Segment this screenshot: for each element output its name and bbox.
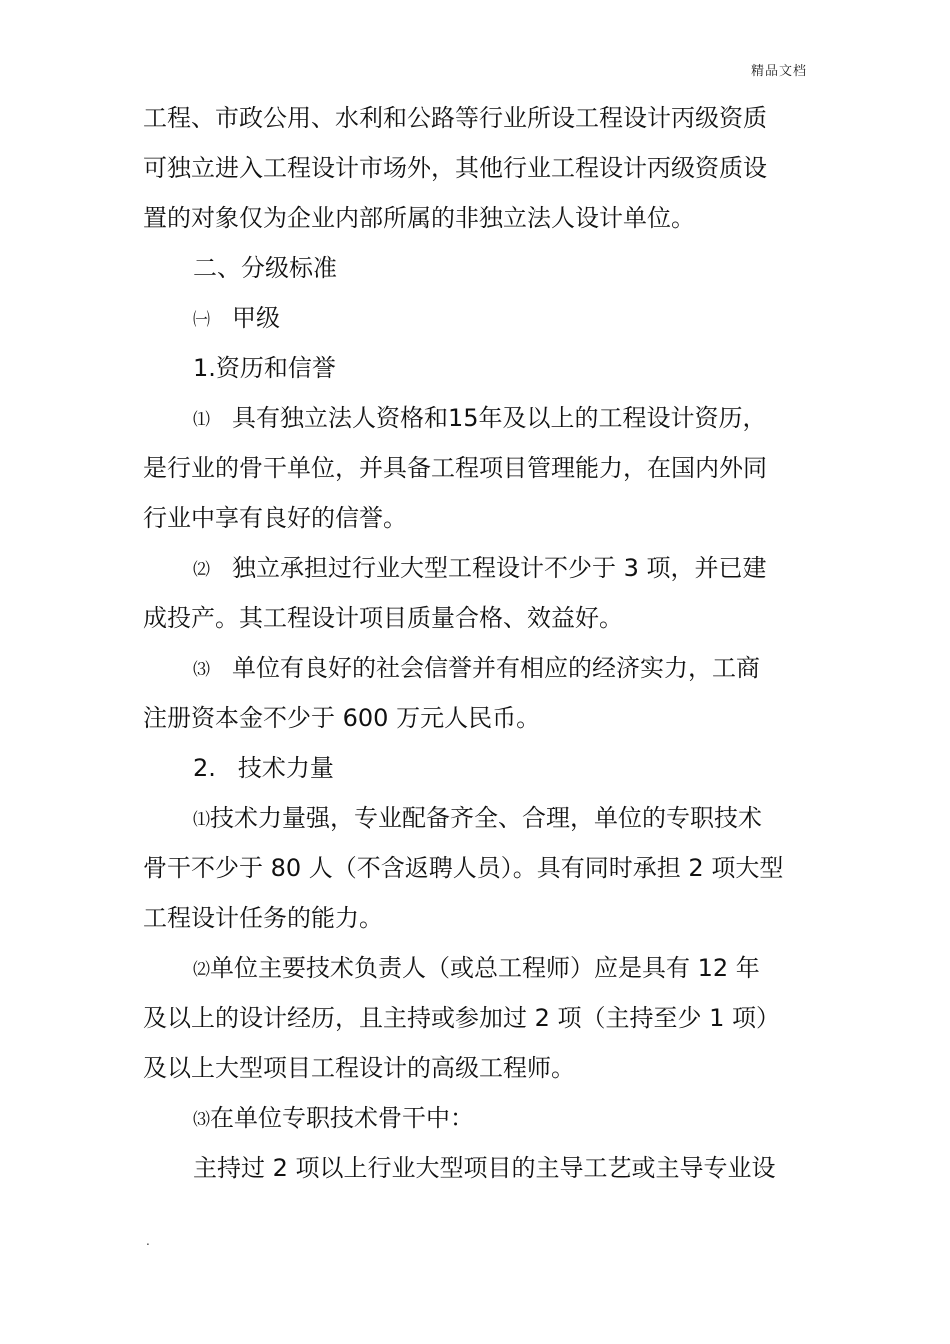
line-text: 技术力量强，专业配备齐全、合理，单位的专职技术 [210, 804, 762, 832]
item-heading [143, 343, 813, 393]
line-text: 单位主要技术负责人（或总工程师）应是具有 12 年 [210, 954, 760, 982]
section-heading [143, 243, 813, 293]
list-item [143, 643, 813, 693]
list-item [143, 943, 813, 993]
body-line [143, 193, 813, 243]
body-line [143, 893, 813, 943]
list-marker: ⑶ [193, 1110, 210, 1130]
list-item [143, 1093, 813, 1143]
line-text: 1.资历和信誉 [193, 354, 336, 382]
line-text: 是行业的骨干单位，并具备工程项目管理能力，在国内外同 [143, 454, 767, 482]
body-line [143, 843, 813, 893]
body-line [143, 143, 813, 193]
line-text: 成投产。其工程设计项目质量合格、效益好。 [143, 604, 623, 632]
line-text: 注册资本金不少于 600 万元人民币。 [143, 704, 541, 732]
item-heading [143, 743, 813, 793]
line-text: 在单位专职技术骨干中： [210, 1104, 474, 1132]
list-item [143, 543, 813, 593]
line-text: 单位有良好的社会信誉并有相应的经济实力，工商 [232, 654, 760, 682]
body-line [143, 993, 813, 1043]
list-marker: ㈠ [193, 310, 210, 330]
line-text: 主持过 2 项以上行业大型项目的主导工艺或主导专业设 [193, 1154, 776, 1182]
line-text: 甲级 [232, 304, 280, 332]
header-mark: 精品文档 [750, 64, 807, 79]
footer-dot: . [146, 1234, 150, 1248]
line-text: 具有独立法人资格和15年及以上的工程设计资历， [232, 404, 767, 432]
line-text: 工程、市政公用、水利和公路等行业所设工程设计丙级资质 [143, 104, 767, 132]
body-line [143, 1043, 813, 1093]
line-text: 骨干不少于 80 人（不含返聘人员）。具有同时承担 2 项大型 [143, 854, 784, 882]
list-marker: ⑴ [193, 410, 210, 430]
line-text: 及以上的设计经历，且主持或参加过 2 项（主持至少 1 项） [143, 1004, 781, 1032]
line-text: 及以上大型项目工程设计的高级工程师。 [143, 1054, 575, 1082]
body-line [143, 93, 813, 143]
list-marker: ⑵ [193, 960, 210, 980]
body-line [143, 593, 813, 643]
body-line [143, 693, 813, 743]
list-marker: ⑵ [193, 560, 210, 580]
line-text: 置的对象仅为企业内部所属的非独立法人设计单位。 [143, 204, 695, 232]
list-marker: ⑴ [193, 810, 210, 830]
list-item [143, 393, 813, 443]
line-text: 可独立进入工程设计市场外，其他行业工程设计丙级资质设 [143, 154, 767, 182]
subsection-heading [143, 293, 813, 343]
line-text: 技术力量 [237, 754, 334, 782]
line-text: 工程设计任务的能力。 [143, 904, 383, 932]
document-body [143, 93, 813, 1193]
list-item [143, 793, 813, 843]
body-line [143, 493, 813, 543]
line-text: 独立承担过行业大型工程设计不少于 3 项，并已建 [232, 554, 767, 582]
line-text: 二、分级标准 [193, 254, 337, 282]
body-line [143, 443, 813, 493]
list-marker: 2. [193, 754, 216, 782]
body-line [143, 1143, 813, 1193]
line-text: 行业中享有良好的信誉。 [143, 504, 407, 532]
list-marker: ⑶ [193, 660, 210, 680]
